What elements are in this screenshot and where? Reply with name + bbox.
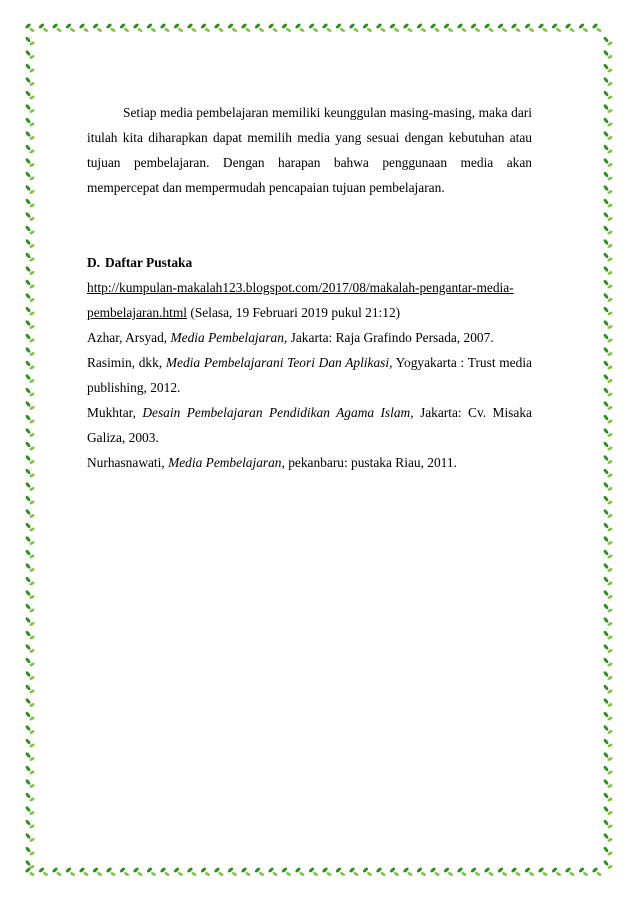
reference-publisher: Jakarta: Raja Grafindo Persada, 2007.: [287, 330, 494, 345]
leaf-icon: [137, 871, 143, 876]
leaf-icon: [488, 871, 494, 876]
leaf-icon: [501, 871, 507, 876]
reference-publisher: Yogyakarta : Trust media: [392, 355, 532, 370]
leaf-icon: [420, 871, 426, 876]
leaf-icon: [285, 871, 291, 876]
reference-link[interactable]: http://kumpulan-makalah123.blogspot.com/2017/08/makalah-pengantar-media-: [87, 280, 514, 295]
leaf-icon: [603, 590, 610, 597]
leaf-icon: [25, 63, 32, 70]
leaf-icon: [603, 468, 610, 475]
reference-author: Nurhasnawati,: [87, 455, 169, 470]
leaf-icon: [123, 871, 129, 876]
leaf-icon: [603, 77, 610, 84]
leaf-icon: [603, 360, 610, 367]
leaf-icon: [603, 509, 610, 516]
leaf-icon: [555, 871, 561, 876]
reference-author: Mukhtar,: [87, 405, 143, 420]
leaf-icon: [231, 871, 237, 876]
leaf-icon: [96, 27, 102, 32]
leaf-icon: [83, 27, 89, 32]
leaf-icon: [299, 871, 305, 876]
leaf-icon: [603, 536, 610, 543]
leaf-icon: [603, 576, 610, 583]
leaf-icon: [25, 563, 32, 570]
leaf-icon: [603, 333, 610, 340]
leaf-icon: [150, 27, 156, 32]
leaf-icon: [25, 752, 32, 759]
leaf-icon: [177, 27, 183, 32]
leaf-icon: [603, 563, 610, 570]
reference-item: [87, 450, 532, 475]
reference-publisher-continued: publishing, 2012.: [87, 380, 181, 395]
leaf-icon: [83, 871, 89, 876]
leaf-icon: [434, 871, 440, 876]
leaf-icon: [272, 27, 278, 32]
leaf-icon: [603, 414, 610, 421]
leaf-icon: [603, 738, 610, 745]
reference-item: [87, 325, 532, 350]
leaf-icon: [29, 871, 35, 876]
leaf-icon: [25, 509, 32, 516]
reference-title: Desain Pembelajaran Pendidikan Agama Islam,: [142, 405, 414, 420]
leaf-icon: [25, 671, 32, 678]
leaf-icon: [603, 644, 610, 651]
leaf-icon: [25, 806, 32, 813]
leaf-icon: [25, 482, 32, 489]
leaf-icon: [25, 198, 32, 205]
leaf-icon: [25, 819, 32, 826]
leaf-icon: [25, 644, 32, 651]
leaf-icon: [407, 871, 413, 876]
leaf-icon: [25, 279, 32, 286]
leaf-icon: [69, 27, 75, 32]
leaf-icon: [245, 871, 251, 876]
leaf-icon: [603, 455, 610, 462]
leaf-icon: [218, 871, 224, 876]
leaf-icon: [299, 27, 305, 32]
leaf-icon: [603, 185, 610, 192]
leaf-icon: [25, 684, 32, 691]
leaf-icon: [25, 252, 32, 259]
leaf-icon: [25, 698, 32, 705]
leaf-icon: [25, 765, 32, 772]
leaf-icon: [25, 495, 32, 502]
section-title: Daftar Pustaka: [105, 255, 193, 270]
leaf-icon: [603, 860, 610, 867]
leaf-icon: [603, 441, 610, 448]
leaf-icon: [25, 144, 32, 151]
leaf-icon: [25, 657, 32, 664]
leaf-icon: [461, 27, 467, 32]
leaf-icon: [25, 603, 32, 610]
leaf-icon: [25, 468, 32, 475]
leaf-icon: [25, 185, 32, 192]
leaf-icon: [420, 27, 426, 32]
leaf-icon: [25, 455, 32, 462]
leaf-icon: [474, 27, 480, 32]
leaf-icon: [603, 495, 610, 502]
leaf-icon: [353, 871, 359, 876]
leaf-icon: [603, 549, 610, 556]
leaf-icon: [603, 104, 610, 111]
leaf-icon: [25, 347, 32, 354]
closing-paragraph: Setiap media pembelajaran memiliki keunggulan masing-masing, maka dari itulah kita diharapkan dapat memilih media yang sesuai dengan kebutuhan atau tujuan pembelajaran. Dengan harapan bahwa penggunaan media akan mempercepat dan mempermudah pencapaian tujuan pembelajaran.: [87, 105, 532, 195]
leaf-icon: [603, 374, 610, 381]
leaf-icon: [25, 630, 32, 637]
leaf-icon: [603, 63, 610, 70]
leaf-icon: [25, 522, 32, 529]
leaf-icon: [603, 225, 610, 232]
leaf-icon: [25, 131, 32, 138]
leaf-icon: [528, 871, 534, 876]
leaf-icon: [603, 603, 610, 610]
leaf-icon: [461, 871, 467, 876]
leaf-icon: [603, 279, 610, 286]
leaf-icon: [25, 590, 32, 597]
leaf-icon: [528, 27, 534, 32]
leaf-icon: [25, 266, 32, 273]
section-heading: [87, 250, 532, 275]
leaf-icon: [56, 871, 62, 876]
leaf-icon: [326, 27, 332, 32]
leaf-icon: [603, 819, 610, 826]
reference-item: [87, 350, 532, 400]
leaf-icon: [366, 27, 372, 32]
leaf-icon: [25, 738, 32, 745]
leaf-icon: [25, 401, 32, 408]
leaf-icon: [603, 320, 610, 327]
reference-title: Media Pembelajaran,: [170, 330, 288, 345]
leaf-icon: [603, 765, 610, 772]
leaf-icon: [25, 225, 32, 232]
leaf-icon: [603, 90, 610, 97]
reference-author: Azhar, Arsyad,: [87, 330, 171, 345]
leaf-icon: [258, 27, 264, 32]
leaf-icon: [25, 360, 32, 367]
leaf-icon: [393, 27, 399, 32]
leaf-icon: [25, 846, 32, 853]
leaf-icon: [603, 630, 610, 637]
reference-title: Media Pembelajaran,: [168, 455, 285, 470]
reference-item: [87, 275, 532, 325]
leaf-icon: [555, 27, 561, 32]
leaf-icon: [25, 293, 32, 300]
leaf-icon: [25, 158, 32, 165]
leaf-icon: [96, 871, 102, 876]
page-content: [87, 100, 532, 475]
leaf-icon: [603, 239, 610, 246]
leaf-icon: [339, 27, 345, 32]
leaf-icon: [603, 36, 610, 43]
leaf-icon: [164, 27, 170, 32]
leaf-icon: [603, 212, 610, 219]
leaf-icon: [204, 871, 210, 876]
leaf-icon: [603, 752, 610, 759]
leaf-icon: [603, 711, 610, 718]
leaf-icon: [603, 293, 610, 300]
reference-publisher: Jakarta: Cv. Misaka: [413, 405, 532, 420]
reference-publisher: pekanbaru: pustaka Riau, 2011.: [284, 455, 457, 470]
leaf-icon: [25, 711, 32, 718]
leaf-icon: [603, 117, 610, 124]
leaf-icon: [603, 171, 610, 178]
leaf-icon: [603, 792, 610, 799]
leaf-icon: [25, 536, 32, 543]
leaf-icon: [603, 833, 610, 840]
leaf-icon: [312, 27, 318, 32]
leaf-icon: [569, 871, 575, 876]
leaf-icon: [25, 414, 32, 421]
leaf-icon: [515, 871, 521, 876]
leaf-icon: [603, 617, 610, 624]
leaf-icon: [25, 833, 32, 840]
leaf-icon: [393, 871, 399, 876]
leaf-icon: [164, 871, 170, 876]
reference-item: [87, 400, 532, 450]
leaf-icon: [603, 671, 610, 678]
reference-author: Rasimin, dkk,: [87, 355, 166, 370]
leaf-icon: [56, 27, 62, 32]
reference-title: Media Pembelajarani Teori Dan Aplikasi,: [165, 355, 393, 370]
section-number: D.: [87, 255, 101, 270]
leaf-icon: [603, 131, 610, 138]
leaf-icon: [110, 27, 116, 32]
leaf-icon: [25, 725, 32, 732]
leaf-icon: [603, 387, 610, 394]
leaf-icon: [447, 27, 453, 32]
leaf-icon: [603, 144, 610, 151]
leaf-icon: [603, 806, 610, 813]
leaf-icon: [285, 27, 291, 32]
leaf-icon: [603, 657, 610, 664]
leaf-icon: [25, 90, 32, 97]
leaf-icon: [603, 779, 610, 786]
leaf-icon: [380, 27, 386, 32]
leaf-icon: [110, 871, 116, 876]
leaf-icon: [603, 846, 610, 853]
leaf-icon: [603, 684, 610, 691]
leaf-icon: [603, 306, 610, 313]
leaf-icon: [366, 871, 372, 876]
leaf-icon: [25, 792, 32, 799]
leaf-icon: [569, 27, 575, 32]
leaf-icon: [191, 27, 197, 32]
leaf-icon: [603, 50, 610, 57]
leaf-icon: [501, 27, 507, 32]
leaf-icon: [603, 158, 610, 165]
leaf-icon: [603, 698, 610, 705]
reference-link-continued[interactable]: pembelajaran.html: [87, 305, 188, 320]
leaf-icon: [25, 617, 32, 624]
leaf-icon: [25, 117, 32, 124]
leaf-icon: [25, 428, 32, 435]
leaf-icon: [542, 871, 548, 876]
leaf-icon: [25, 374, 32, 381]
leaf-icon: [150, 871, 156, 876]
leaf-icon: [258, 871, 264, 876]
leaf-icon: [603, 428, 610, 435]
leaf-icon: [380, 871, 386, 876]
reference-access-note: (Selasa, 19 Februari 2019 pukul 21:12): [187, 305, 401, 320]
leaf-icon: [447, 871, 453, 876]
leaf-icon: [353, 27, 359, 32]
leaf-icon: [312, 871, 318, 876]
leaf-icon: [272, 871, 278, 876]
leaf-icon: [25, 212, 32, 219]
leaf-icon: [326, 871, 332, 876]
leaf-icon: [29, 27, 35, 32]
leaf-icon: [25, 387, 32, 394]
leaf-icon: [25, 239, 32, 246]
leaf-icon: [603, 482, 610, 489]
leaf-icon: [177, 871, 183, 876]
leaf-icon: [25, 306, 32, 313]
leaf-icon: [603, 266, 610, 273]
leaf-icon: [488, 27, 494, 32]
leaf-icon: [25, 860, 32, 867]
leaf-icon: [245, 27, 251, 32]
leaf-icon: [603, 252, 610, 259]
leaf-icon: [25, 333, 32, 340]
leaf-icon: [542, 27, 548, 32]
leaf-icon: [231, 27, 237, 32]
leaf-icon: [204, 27, 210, 32]
leaf-icon: [191, 871, 197, 876]
leaf-icon: [25, 171, 32, 178]
leaf-icon: [407, 27, 413, 32]
leaf-icon: [25, 779, 32, 786]
leaf-icon: [25, 549, 32, 556]
leaf-icon: [42, 871, 48, 876]
leaf-icon: [582, 27, 588, 32]
leaf-icon: [25, 50, 32, 57]
leaf-icon: [596, 27, 602, 32]
leaf-icon: [69, 871, 75, 876]
leaf-icon: [25, 320, 32, 327]
leaf-icon: [25, 36, 32, 43]
leaf-icon: [474, 871, 480, 876]
leaf-icon: [603, 725, 610, 732]
leaf-icon: [25, 441, 32, 448]
leaf-icon: [42, 27, 48, 32]
leaf-icon: [603, 198, 610, 205]
leaf-icon: [123, 27, 129, 32]
leaf-icon: [596, 871, 602, 876]
leaf-icon: [339, 871, 345, 876]
leaf-icon: [603, 401, 610, 408]
leaf-icon: [515, 27, 521, 32]
leaf-icon: [603, 522, 610, 529]
reference-publisher-continued: Galiza, 2003.: [87, 430, 159, 445]
leaf-icon: [25, 104, 32, 111]
leaf-icon: [25, 576, 32, 583]
leaf-icon: [582, 871, 588, 876]
leaf-icon: [137, 27, 143, 32]
leaf-icon: [434, 27, 440, 32]
leaf-icon: [218, 27, 224, 32]
leaf-icon: [25, 77, 32, 84]
leaf-icon: [603, 347, 610, 354]
